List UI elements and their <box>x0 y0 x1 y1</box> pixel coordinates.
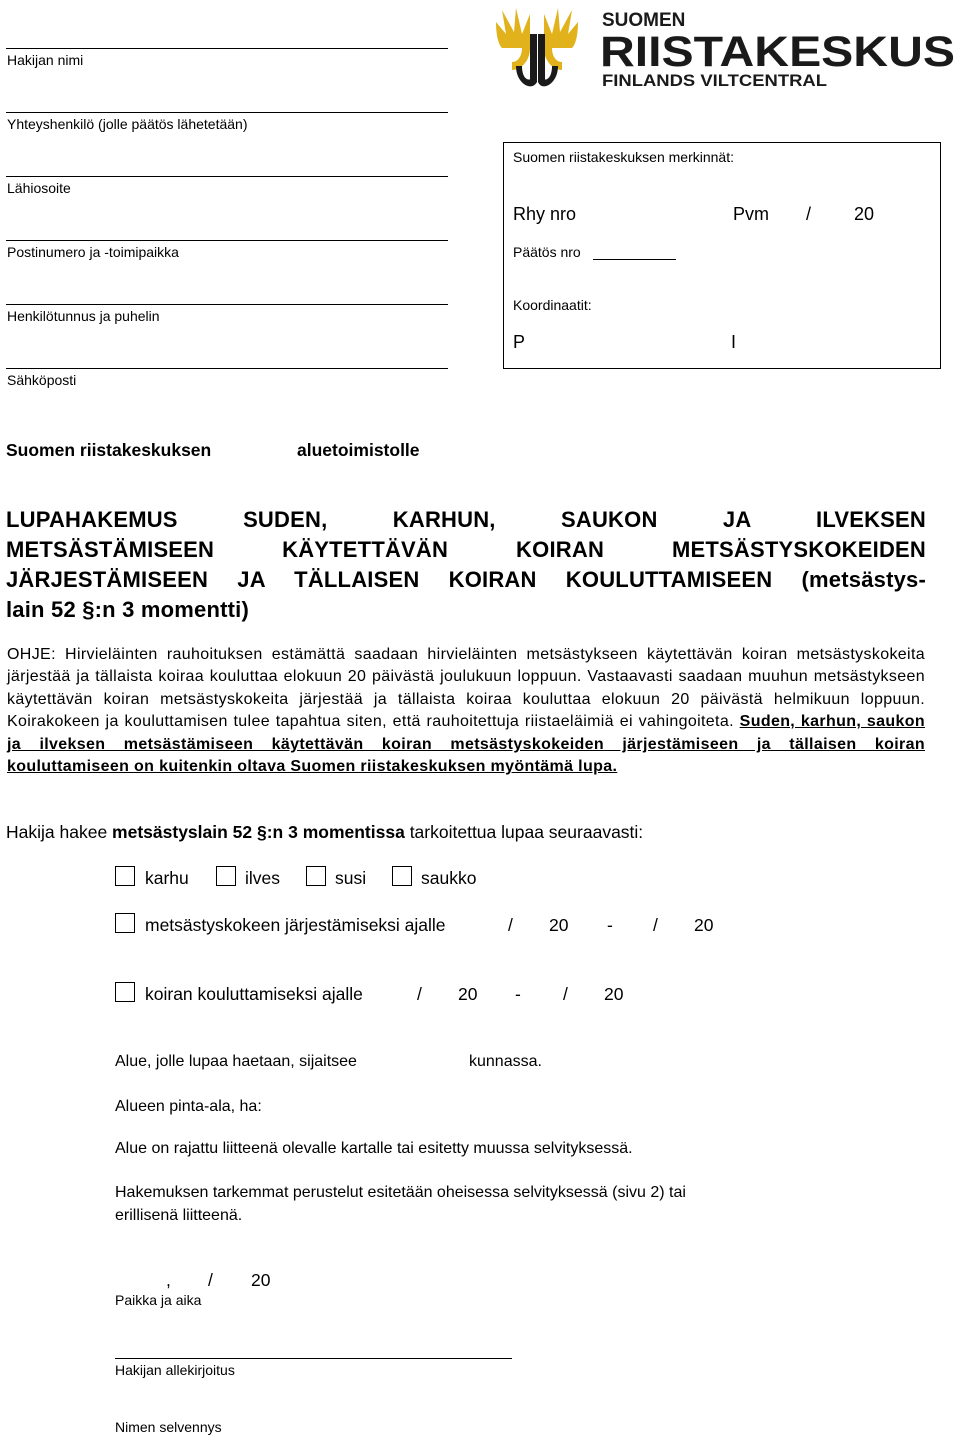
heading-line4: lain 52 §:n 3 momentti) <box>6 597 249 622</box>
checkbox-training[interactable] <box>115 982 135 1002</box>
area-size-label: Alueen pinta-ala, ha: <box>115 1098 262 1115</box>
postal-code-line[interactable] <box>6 240 448 241</box>
street-address-line[interactable] <box>6 176 448 177</box>
contact-person-line[interactable] <box>6 112 448 113</box>
pvm-slash: / <box>806 204 812 224</box>
email-line[interactable] <box>6 368 448 369</box>
place-date-label: Paikka ja aika <box>115 1292 202 1308</box>
name-clarification-label: Nimen selvennys <box>115 1419 222 1435</box>
logo-line3: FINLANDS VILTCENTRAL <box>602 71 827 90</box>
logo-line1: SUOMEN <box>602 10 686 31</box>
personal-id-label: Henkilötunnus ja puhelin <box>7 308 160 324</box>
request-bold: metsästyslain 52 §:n 3 momentissa <box>112 822 405 842</box>
trials-slash1: / <box>508 915 513 935</box>
training-year1: 20 <box>458 984 478 1004</box>
checkbox-trials[interactable] <box>115 913 135 933</box>
coordinates-label: Koordinaatit: <box>513 297 592 313</box>
antler-emblem-icon <box>496 8 578 86</box>
applicant-name-line[interactable] <box>6 48 448 49</box>
species-karhu-label: karhu <box>145 868 189 888</box>
checkbox-ilves[interactable] <box>216 866 236 886</box>
request-line <box>6 822 643 843</box>
area-reasons-line2: erillisenä liitteenä. <box>115 1207 243 1224</box>
training-slash1: / <box>417 984 422 1004</box>
species-susi-label: susi <box>335 868 367 888</box>
checkbox-saukko[interactable] <box>392 866 412 886</box>
pvm-year: 20 <box>854 204 875 224</box>
trials-dash: - <box>607 915 613 935</box>
decision-number-line[interactable] <box>593 259 676 260</box>
addressee-right: aluetoimistolle <box>297 440 420 460</box>
heading-line3: JÄRJESTÄMISEEN JA TÄLLAISEN KOIRAN KOULUTTAMISEEN (metsästys- <box>6 567 926 592</box>
request-post: tarkoitettua lupaa seuraavasti: <box>404 822 644 842</box>
area-boundary-text: Alue on rajattu liitteenä olevalle kartalle tai esitetty muussa selvityksessä. <box>115 1140 633 1157</box>
coordinate-p-label: P <box>513 332 526 352</box>
checkbox-karhu[interactable] <box>115 866 135 886</box>
trials-slash2: / <box>653 915 658 935</box>
training-slash2: / <box>563 984 568 1004</box>
heading-line1: LUPAHAKEMUS SUDEN, KARHUN, SAUKON JA ILVEKSEN <box>6 507 926 532</box>
personal-id-line[interactable] <box>6 304 448 305</box>
postal-code-label: Postinumero ja -toimipaikka <box>7 244 179 260</box>
signature-label: Hakijan allekirjoitus <box>115 1362 235 1378</box>
instructions-paragraph <box>7 644 925 778</box>
instructions-text: OHJE: Hirvieläinten rauhoituksen estämättä saadaan hirvieläinten metsästykseen käytettävän koiran metsästyskokeita järjestää ja tällaista koiraa kouluttaa elokuun 20 päivästä joulukuun loppuun. Vastaavasti saadaan muuhun metsästykseen käytettävän koiran metsästyskokeita järjestää ja tällaista koiraa kouluttaa elokuun 20 päivästä helmikuun loppuun. Koirakokeen ja kouluttamisen tulee tapahtua siten, että rauhoitettuja riistaeläimiä ei vahingoiteta. <box>7 646 925 731</box>
signature-slash: / <box>208 1270 213 1290</box>
area-municipality-suffix: kunnassa. <box>469 1053 542 1070</box>
applicant-name-label: Hakijan nimi <box>7 52 84 68</box>
contact-person-label: Yhteyshenkilö (jolle päätös lähetetään) <box>7 116 248 132</box>
decision-number-label: Päätös nro <box>513 244 581 260</box>
training-dash: - <box>515 984 521 1004</box>
checkbox-susi[interactable] <box>306 866 326 886</box>
rhy-number-label: Rhy nro <box>513 204 577 224</box>
pvm-label: Pvm <box>733 204 769 224</box>
signature-comma: , <box>166 1270 171 1290</box>
email-label: Sähköposti <box>7 372 77 388</box>
coordinate-i-label: I <box>731 332 737 352</box>
request-pre: Hakija hakee <box>6 822 113 842</box>
office-box-title: Suomen riistakeskuksen merkinnät: <box>513 149 734 165</box>
trials-year2: 20 <box>694 915 714 935</box>
signature-line[interactable] <box>115 1358 512 1359</box>
addressee-left: Suomen riistakeskuksen <box>6 440 212 460</box>
species-ilves-label: ilves <box>245 868 281 888</box>
street-address-label: Lähiosoite <box>7 180 71 196</box>
logo-line2: RIISTAKESKUS <box>600 28 955 76</box>
area-location-label: Alue, jolle lupaa haetaan, sijaitsee <box>115 1053 357 1070</box>
riistakeskus-logo <box>492 4 957 94</box>
training-label: koiran kouluttamiseksi ajalle <box>145 984 363 1004</box>
trials-year1: 20 <box>549 915 569 935</box>
heading-line2: METSÄSTÄMISEEN KÄYTETTÄVÄN KOIRAN METSÄSTYSKOKEIDEN <box>6 537 926 562</box>
instructions-emphasis: Suden, karhun, saukon ja ilveksen metsästämiseen käytettävän koiran metsästyskokeiden järjestämiseen ja tällaisen koiran kouluttamiseen on kuitenkin oltava Suomen riistakeskuksen myöntämä lupa. <box>7 713 925 776</box>
signature-year: 20 <box>251 1270 271 1290</box>
species-saukko-label: saukko <box>421 868 477 888</box>
area-reasons-line1: Hakemuksen tarkemmat perustelut esitetään oheisessa selvityksessä (sivu 2) tai <box>115 1184 686 1201</box>
training-year2: 20 <box>604 984 624 1004</box>
trials-label: metsästyskokeen järjestämiseksi ajalle <box>145 915 446 935</box>
